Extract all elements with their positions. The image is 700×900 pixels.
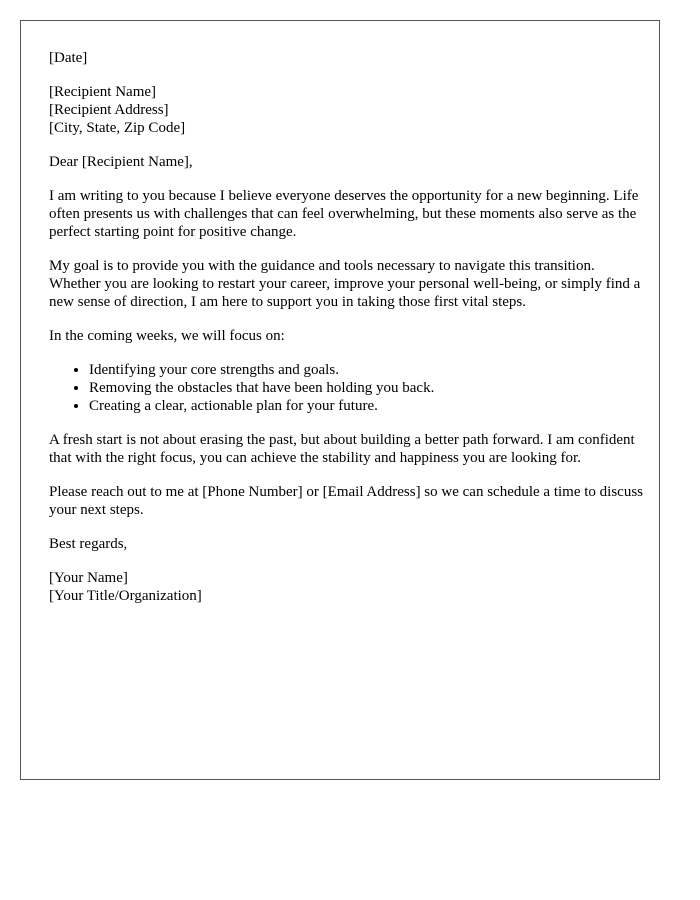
body-paragraph-intro: I am writing to you because I believe everyone deserves the opportunity for a new beginning. Life often presents us with challenges that can feel overwhelming, but these moments also serve as the perfect starting point for positive change. xyxy=(49,188,639,240)
signature-title: [Your Title/Organization] xyxy=(49,588,202,604)
recipient-name: [Recipient Name] xyxy=(49,84,157,100)
letter-page xyxy=(20,20,660,780)
body-paragraph-fresh-start: A fresh start is not about erasing the past, but about building a better path forward. I am confident that with the right focus, you can achieve the stability and happiness you are looking for. xyxy=(49,432,635,466)
list-item: • Creating a clear, actionable plan for your future. xyxy=(89,397,649,415)
recipient-address: [Recipient Address] xyxy=(49,102,169,118)
body-paragraph-goal: My goal is to provide you with the guidance and tools necessary to navigate this transition. Whether you are looking to restart your career, improve your personal well-being, or simply find a new sense of direction, I am here to support you in taking those first vital steps. xyxy=(49,258,641,310)
sign-off: Best regards, xyxy=(49,536,128,552)
list-item: • Removing the obstacles that have been holding you back. xyxy=(89,379,649,397)
body-paragraph-focus-intro: In the coming weeks, we will focus on: xyxy=(49,328,285,344)
signature-name: [Your Name] xyxy=(49,570,128,586)
body-paragraph-contact: Please reach out to me at [Phone Number] or [Email Address] so we can schedule a time to discuss your next steps. xyxy=(49,484,644,518)
list-item: • Identifying your core strengths and goals. xyxy=(89,361,649,379)
focus-list xyxy=(49,361,649,415)
salutation: Dear [Recipient Name], xyxy=(49,154,193,170)
recipient-city-state-zip: [City, State, Zip Code] xyxy=(49,120,186,136)
signature-block xyxy=(49,569,649,605)
recipient-block xyxy=(49,83,649,137)
letter-content xyxy=(49,49,649,621)
letter-date: [Date] xyxy=(49,50,88,66)
date-block xyxy=(49,49,649,67)
